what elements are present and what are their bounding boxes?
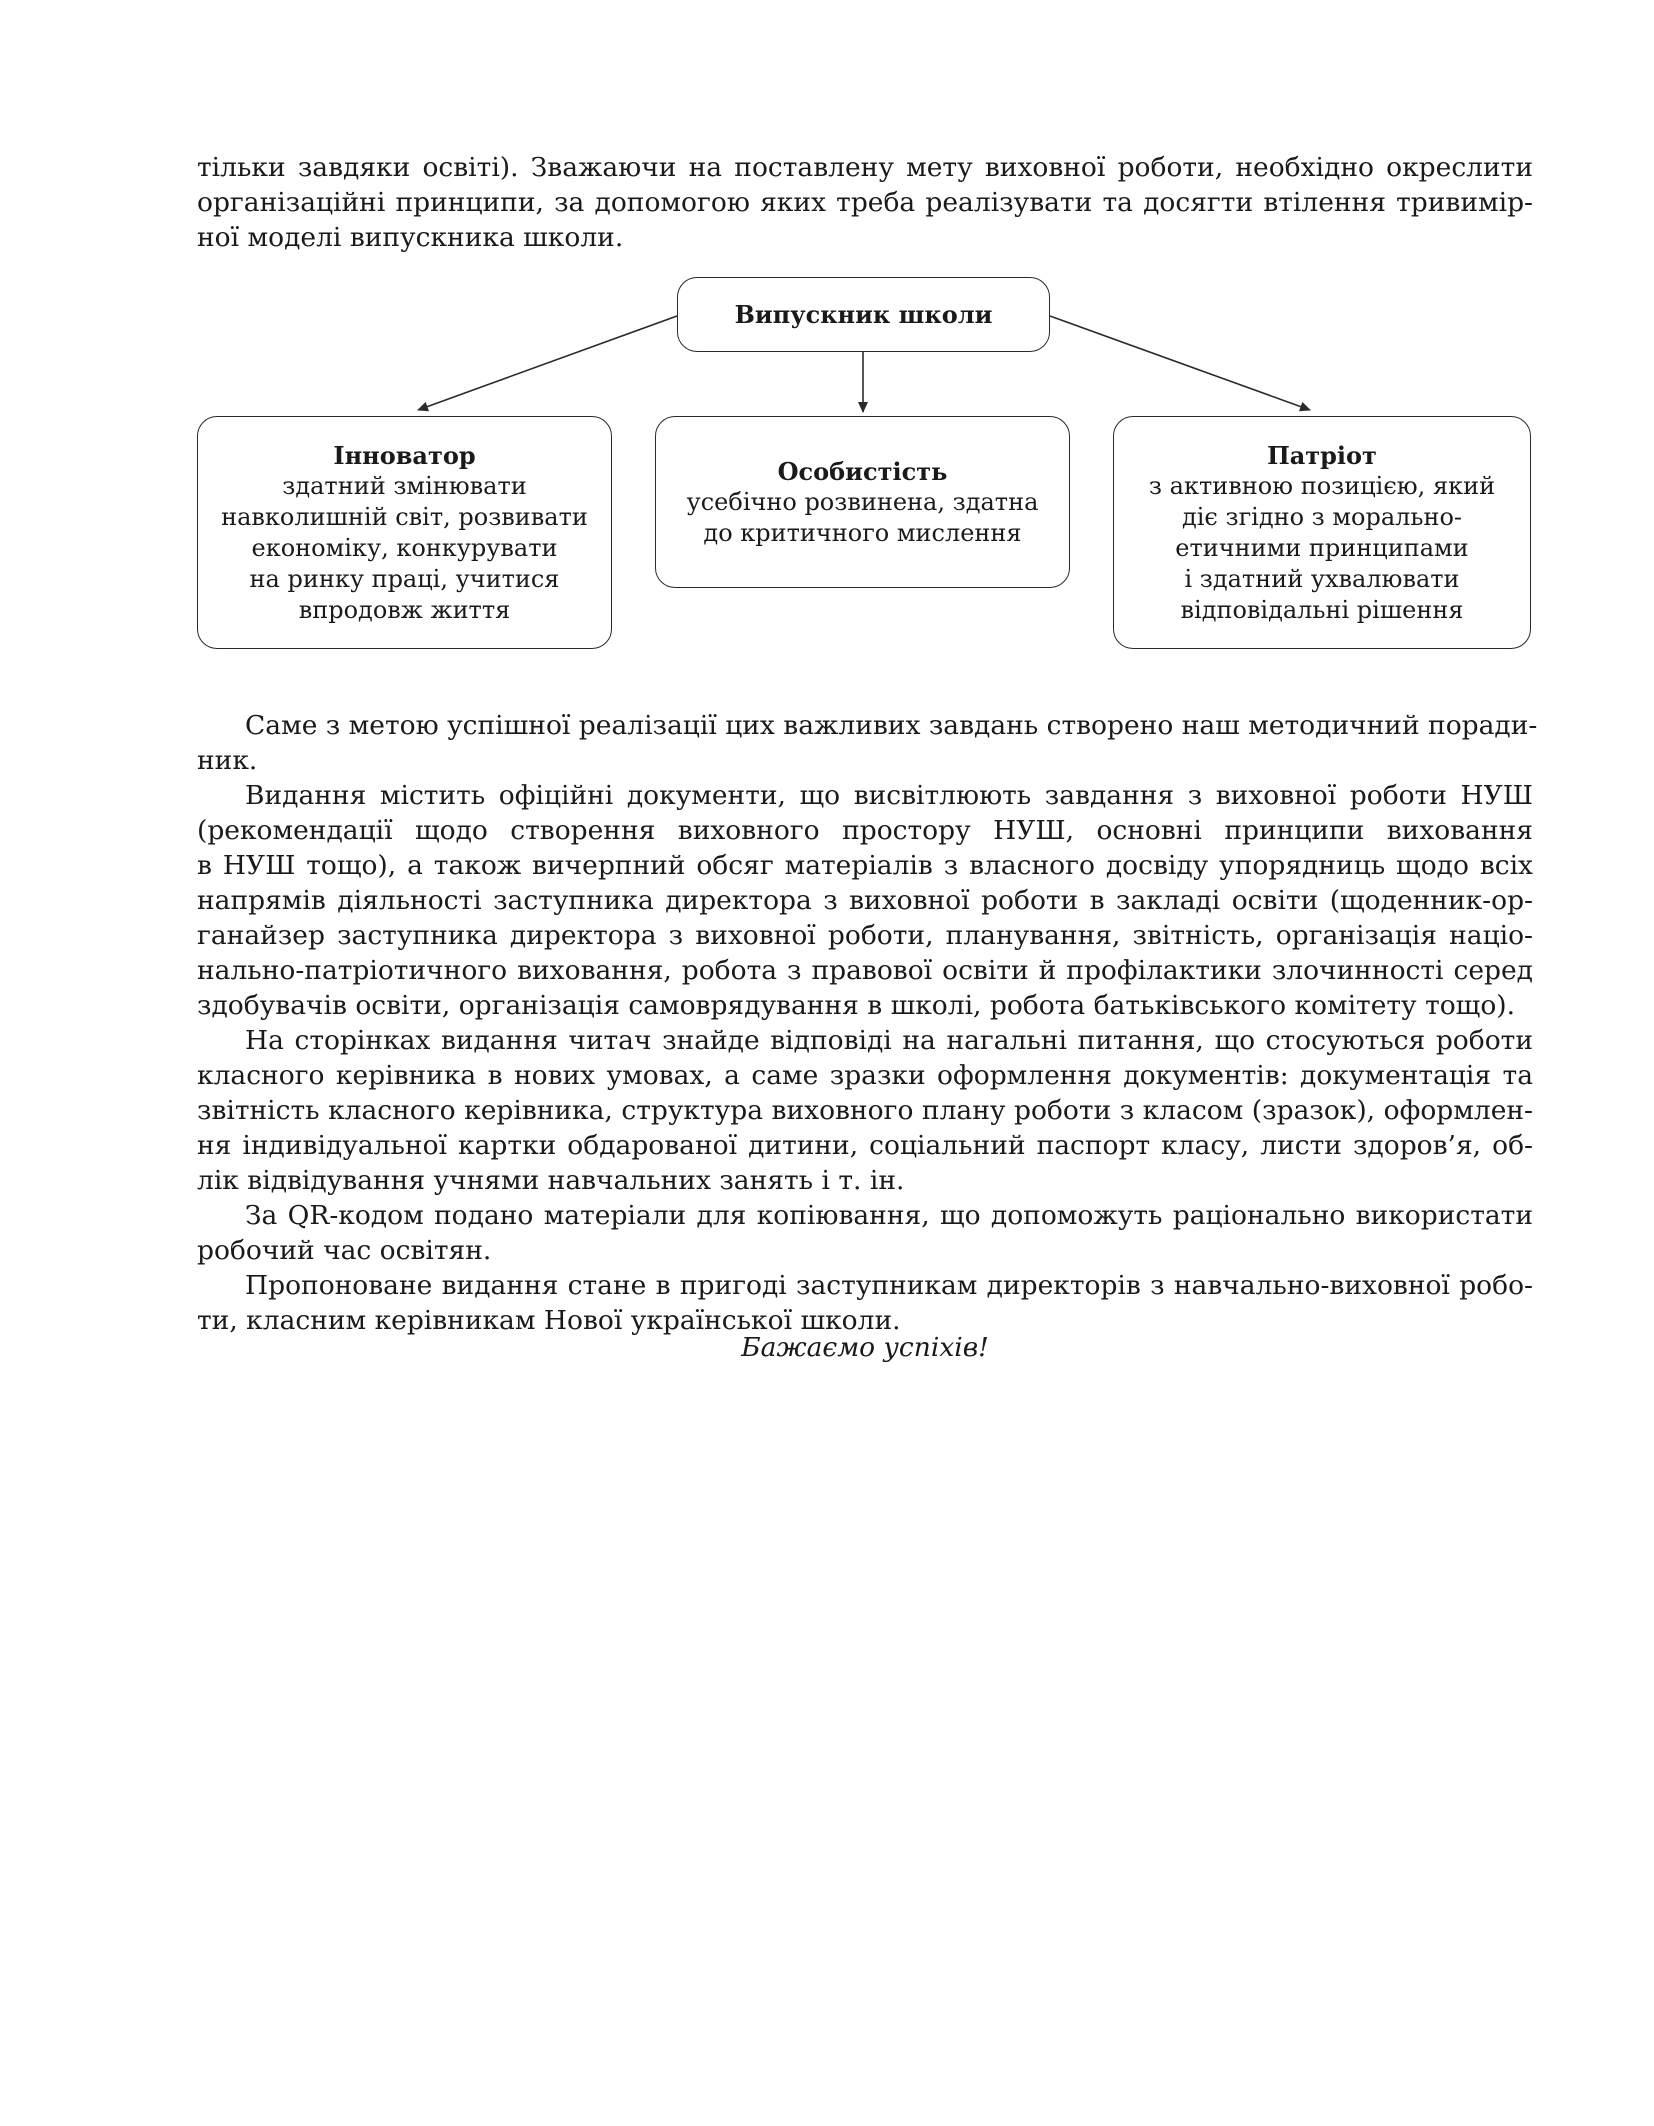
arrow-to-right bbox=[1050, 316, 1310, 410]
text-line: ної моделі випускника школи. bbox=[197, 222, 624, 253]
intro-paragraph bbox=[197, 150, 1533, 255]
diagram-box-text: етичними принципами bbox=[1175, 533, 1469, 562]
diagram-box-text: навколишній світ, розвивати bbox=[221, 502, 588, 531]
diagram-box-graduate bbox=[677, 277, 1050, 352]
arrow-to-left bbox=[418, 316, 677, 410]
diagram-box-text: діє згідно з морально- bbox=[1181, 502, 1463, 531]
diagram-box-title: Патріот bbox=[1267, 440, 1377, 470]
text-line: Видання містить офіційні документи, що висвітлюють завдання з виховної роботи НУШ bbox=[245, 780, 1533, 811]
diagram-box-patriot bbox=[1113, 416, 1531, 649]
diagram-box-personality bbox=[655, 416, 1070, 588]
text-line: організаційні принципи, за допомогою яких треба реалізувати та досягти втілення тривимір- bbox=[197, 187, 1533, 218]
diagram-box-text: економіку, конкурувати bbox=[251, 533, 558, 562]
diagram-box-text: усебічно розвинена, здатна bbox=[686, 487, 1039, 516]
diagram-box-text: і здатний ухвалювати bbox=[1184, 564, 1460, 593]
text-line: За QR-кодом подано матеріали для копіювання, що допоможуть раціонально використати bbox=[245, 1200, 1533, 1231]
diagram-box-innovator bbox=[197, 416, 612, 649]
text-line: тільки завдяки освіті). Зважаючи на поставлену мету виховної роботи, необхідно окреслити bbox=[197, 152, 1533, 183]
text-line: ня індивідуальної картки обдарованої дитини, соціальний паспорт класу, листи здоров’я, об- bbox=[197, 1130, 1533, 1161]
diagram-box-text: здатний змінювати bbox=[282, 471, 527, 500]
text-line: здобувачів освіти, організація самоврядування в школі, робота батьківського комітету тощо). bbox=[197, 990, 1516, 1021]
diagram-box-title: Випускник школи bbox=[734, 300, 993, 329]
closing-wish: Бажаємо успіхів! bbox=[741, 1332, 989, 1363]
diagram-box-text: до критичного мислення bbox=[703, 518, 1022, 547]
text-line: напрямів діяльності заступника директора з виховної роботи в закладі освіти (щоденник-ор- bbox=[197, 885, 1533, 916]
text-line: На сторінках видання читач знайде відповіді на нагальні питання, що стосуються роботи bbox=[245, 1025, 1533, 1056]
text-line: нально-патріотичного виховання, робота з правової освіти й профілактики злочинності серед bbox=[197, 955, 1533, 986]
diagram-box-title: Інноватор bbox=[333, 440, 476, 470]
diagram-box-text: з активною позицією, який bbox=[1148, 471, 1496, 500]
diagram-box-text: впродовж життя bbox=[298, 595, 511, 624]
text-line: ганайзер заступника директора з виховної роботи, планування, звітність, організація націо- bbox=[197, 920, 1533, 951]
text-line: в НУШ тощо), а також вичерпний обсяг матеріалів з власного досвіду упорядниць щодо всіх bbox=[197, 850, 1533, 881]
text-line: звітність класного керівника, структура виховного плану роботи з класом (зразок), оформлен- bbox=[197, 1095, 1533, 1126]
diagram-box-title: Особистість bbox=[777, 456, 948, 486]
text-line: Саме з метою успішної реалізації цих важливих завдань створено наш методичний поради- bbox=[245, 710, 1538, 741]
text-line: Пропоноване видання стане в пригоді заступникам директорів з навчально-виховної робо- bbox=[245, 1270, 1533, 1301]
text-line: робочий час освітян. bbox=[197, 1235, 492, 1266]
diagram-box-text: відповідальні рішення bbox=[1180, 595, 1464, 624]
text-line: (рекомендації щодо створення виховного простору НУШ, основні принципи виховання bbox=[197, 815, 1533, 846]
diagram-box-text: на ринку праці, учитися bbox=[249, 564, 560, 593]
text-line: ти, класним керівникам Нової української школи. bbox=[197, 1305, 901, 1336]
body-text bbox=[197, 708, 1538, 1338]
text-line: ник. bbox=[197, 745, 258, 776]
text-line: класного керівника в нових умовах, а саме зразки оформлення документів: документація та bbox=[197, 1060, 1533, 1091]
text-line: лік відвідування учнями навчальних занять і т. ін. bbox=[197, 1165, 905, 1196]
